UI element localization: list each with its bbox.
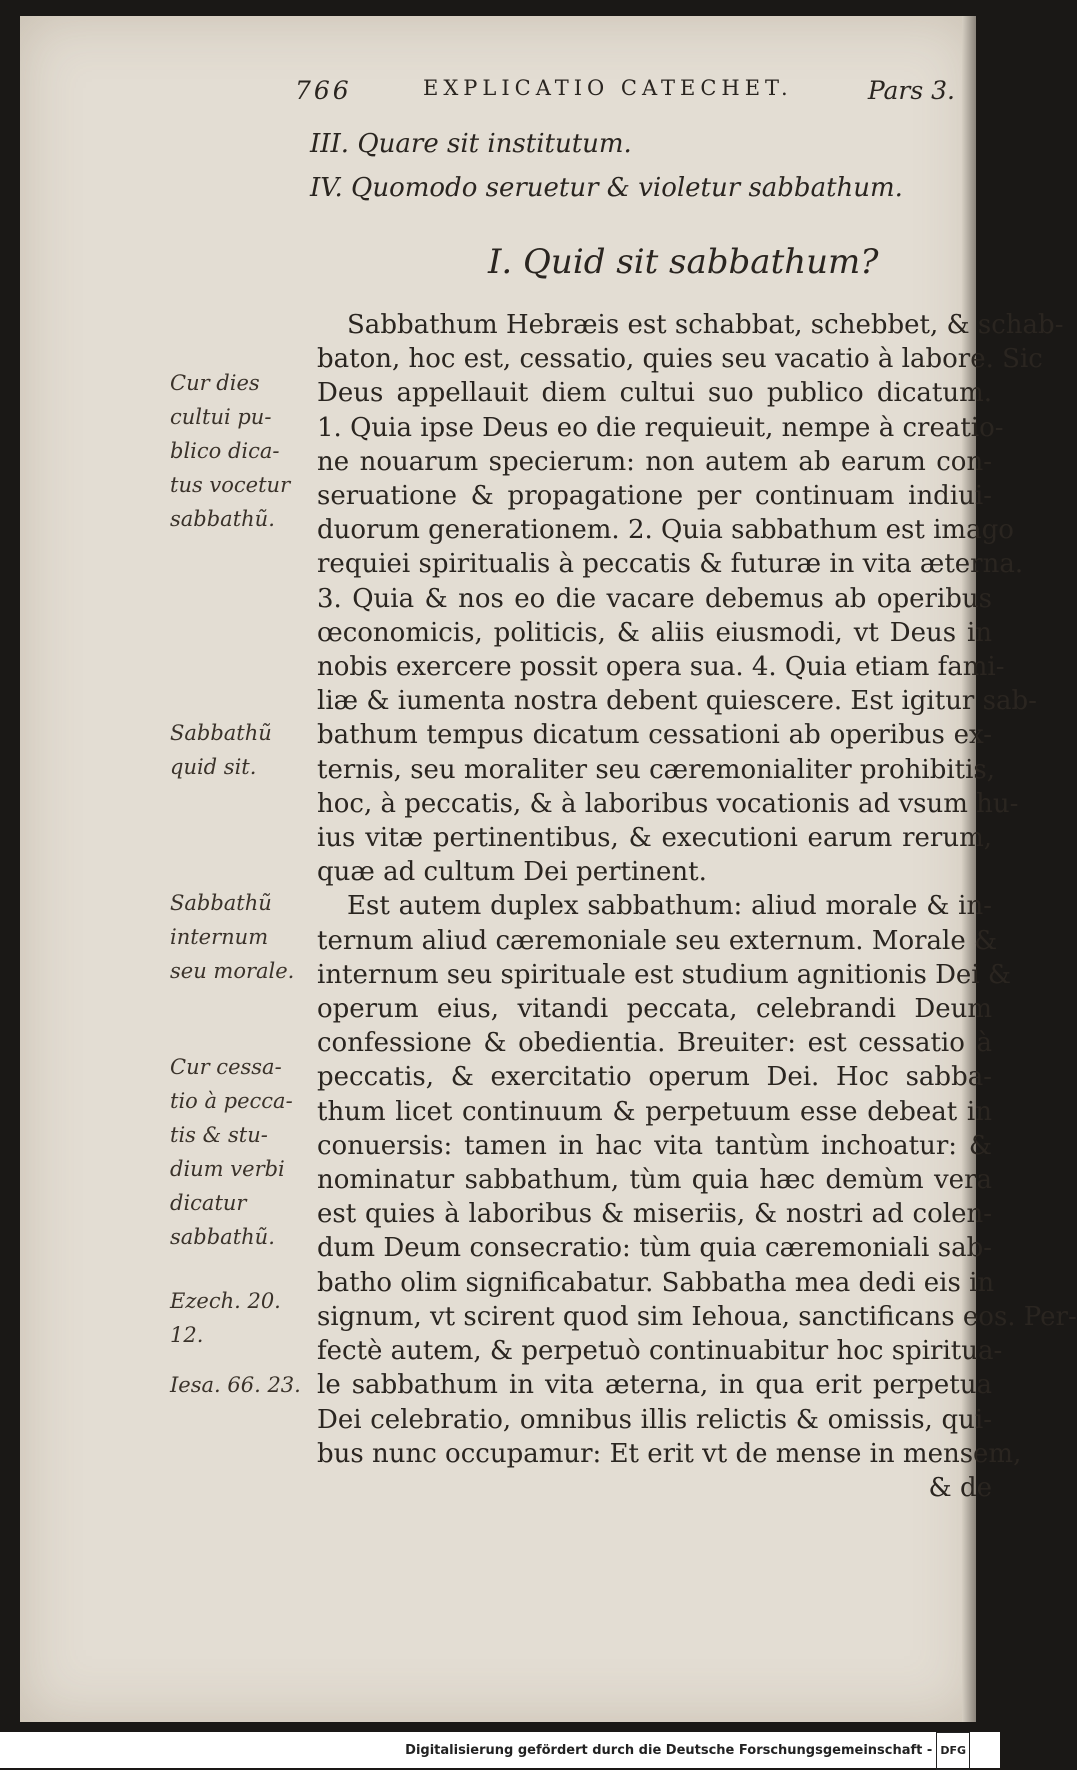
text-line: ternis, seu moraliter seu cæremonialiter prohibitis, xyxy=(317,754,996,785)
text-line: le sabbathum in vita æterna, in qua erit perpetua xyxy=(317,1370,992,1401)
text-line: bathum tempus dicatum cessationi ab operibus ex- xyxy=(317,720,992,751)
text-line: baton, hoc est, cessatio, quies seu vacatio à labore. Sic xyxy=(317,344,1043,375)
margin-note-line: seu morale. xyxy=(170,959,295,983)
margin-note-line: dicatur xyxy=(170,1191,247,1215)
text-line: fectè autem, & perpetuò continuabitur hoc spiritua- xyxy=(317,1336,1003,1367)
body-text xyxy=(317,308,1077,1505)
text-line: nobis exercere possit opera sua. 4. Quia etiam fami- xyxy=(317,652,1005,683)
book-page xyxy=(20,16,1077,1722)
part-label: Pars 3. xyxy=(867,76,955,105)
margin-note-line: tus vocetur xyxy=(170,473,291,497)
text-line: & de xyxy=(928,1472,992,1503)
margin-note-line: blico dica- xyxy=(170,439,280,463)
margin-note-line: Sabbathũ xyxy=(170,891,272,915)
text-line: quæ ad cultum Dei pertinent. xyxy=(317,857,707,888)
text-line: œconomicis, politicis, & aliis eiusmodi, vt Deus in xyxy=(317,617,992,648)
section-outline xyxy=(310,122,903,210)
dfg-logo: DFG xyxy=(936,1732,970,1770)
margin-note-line: Cur cessa- xyxy=(170,1055,282,1079)
text-line: signum, vt scirent quod sim Iehoua, sanctificans eos. Per- xyxy=(317,1301,1077,1332)
text-line: Dei celebratio, omnibus illis relictis & omissis, qui- xyxy=(317,1404,992,1435)
text-line: 3. Quia & nos eo die vacare debemus ab operibus xyxy=(317,583,992,614)
footer-credit: Digitalisierung gefördert durch die Deutsche Forschungsgemeinschaft - xyxy=(405,1743,933,1758)
margin-note-line: Cur dies xyxy=(170,371,260,395)
outline-item-3: III. Quare sit institutum. xyxy=(310,129,632,159)
text-line: requiei spiritualis à peccatis & futuræ in vita æterna. xyxy=(317,549,1024,580)
margin-note-line: 12. xyxy=(170,1323,204,1347)
margin-note-line: Ezech. 20. xyxy=(170,1289,281,1313)
margin-note xyxy=(170,366,290,536)
margin-note-line: sabbathũ. xyxy=(170,1225,275,1249)
text-line: seruatione & propagatione per continuam indiui- xyxy=(317,481,992,512)
running-header xyxy=(295,76,955,116)
margin-note-line: cultui pu- xyxy=(170,405,272,429)
margin-note-line: internum xyxy=(170,925,269,949)
text-line: ne nouarum specierum: non autem ab earum con- xyxy=(317,446,992,477)
page-number: 766 xyxy=(295,76,352,105)
outline-item-4: IV. Quomodo seruetur & violetur sabbathum. xyxy=(310,173,903,203)
text-line: Deus appellauit diem cultui suo publico dicatum. xyxy=(317,378,992,409)
margin-note-line: tio à pecca- xyxy=(170,1089,293,1113)
margin-note xyxy=(170,1368,301,1402)
margin-note-line: sabbathũ. xyxy=(170,507,275,531)
text-line: Est autem duplex sabbathum: aliud morale & in- xyxy=(347,891,992,922)
text-line: Sabbathum Hebræis est schabbat, schebbet, & schab- xyxy=(347,310,1064,340)
text-line: nominatur sabbathum, tùm quia hæc demùm vera xyxy=(317,1165,992,1196)
text-line: confessione & obedientia. Breuiter: est cessatio à xyxy=(317,1028,992,1059)
running-title: EXPLICATIO CATECHET. xyxy=(423,76,793,100)
text-line: liæ & iumenta nostra debent quiescere. Est igitur sab- xyxy=(317,686,1037,717)
margin-note xyxy=(170,1050,293,1254)
digitization-footer xyxy=(0,1732,1000,1768)
margin-note-line: Sabbathũ xyxy=(170,721,272,745)
margin-note-line: dium verbi xyxy=(170,1157,285,1181)
margin-note-line: Iesa. 66. 23. xyxy=(170,1373,301,1397)
margin-note xyxy=(170,1284,281,1352)
text-line: 1. Quia ipse Deus eo die requieuit, nempe à creatio- xyxy=(317,412,1004,443)
margin-note-line: tis & stu- xyxy=(170,1123,268,1147)
text-line: duorum generationem. 2. Quia sabbathum est imago xyxy=(317,515,1014,546)
margin-note xyxy=(170,886,294,988)
margin-note-line: quid sit. xyxy=(170,755,257,779)
text-line: peccatis, & exercitatio operum Dei. Hoc sabba- xyxy=(317,1062,992,1093)
text-line: conuersis: tamen in hac vita tantùm inchoatur: & xyxy=(317,1130,992,1161)
text-line: hoc, à peccatis, & à laboribus vocationis ad vsum hu- xyxy=(317,788,1019,819)
text-line: internum seu spirituale est studium agnitionis Dei & xyxy=(317,959,1012,990)
text-line: bus nunc occupamur: Et erit vt de mense in mensem, xyxy=(317,1438,1022,1469)
text-line: est quies à laboribus & miseriis, & nostri ad colen- xyxy=(317,1199,992,1230)
text-line: thum licet continuum & perpetuum esse debeat in xyxy=(317,1096,992,1127)
text-line: batho olim significabatur. Sabbatha mea dedi eis in xyxy=(317,1267,995,1298)
text-line: ius vitæ pertinentibus, & executioni earum rerum, xyxy=(317,823,992,854)
text-line: operum eius, vitandi peccata, celebrandi Deum xyxy=(317,994,992,1025)
margin-note xyxy=(170,716,272,784)
section-heading: I. Quid sit sabbathum? xyxy=(488,242,879,282)
text-line: ternum aliud cæremoniale seu externum. Morale & xyxy=(317,925,998,956)
text-line: dum Deum consecratio: tùm quia cæremoniali sab- xyxy=(317,1233,992,1264)
